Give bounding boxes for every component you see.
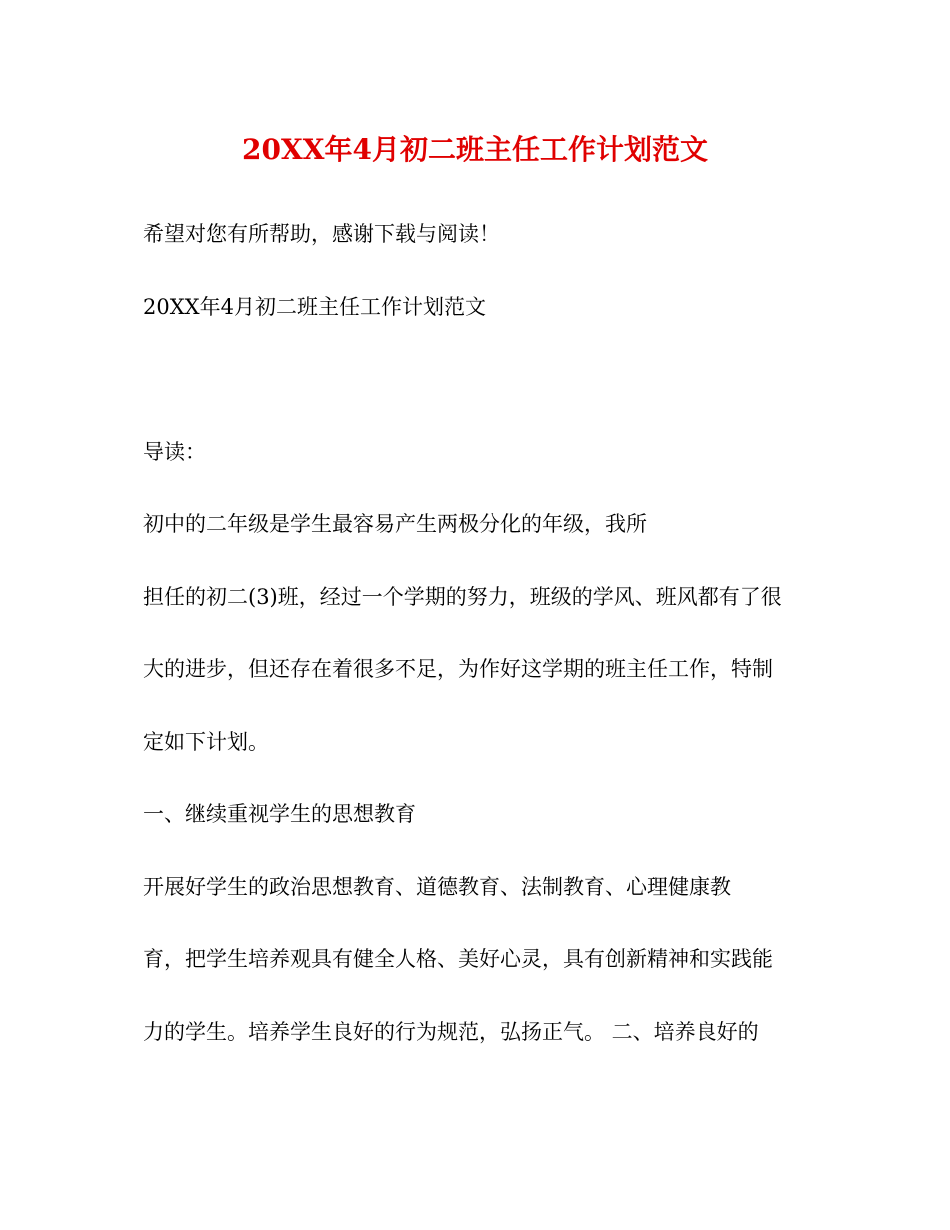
paragraph-line: 开展好学生的政治思想教育、道德教育、法制教育、心理健康教 [143,875,731,899]
paragraph-line: 力的学生。培养学生良好的行为规范，弘扬正气。 二、培养良好的 [143,1020,759,1044]
section-heading: 一、继续重视学生的思想教育 [143,802,416,826]
paragraph-line: 初中的二年级是学生最容易产生两极分化的年级，我所 [143,512,647,536]
guide-label: 导读： [143,440,206,464]
subtitle-line: 20XX年4月初二班主任工作计划范文 [143,295,486,319]
paragraph-line: 大的进步，但还存在着很多不足，为作好这学期的班主任工作，特制 [143,657,773,681]
paragraph-line: 定如下计划。 [143,730,269,754]
intro-line: 希望对您有所帮助，感谢下载与阅读！ [143,222,500,246]
paragraph-line: 育，把学生培养观具有健全人格、美好心灵，具有创新精神和实践能 [143,947,773,971]
paragraph-line: 担任的初二(3)班，经过一个学期的努力，班级的学风、班风都有了很 [143,585,782,609]
document-title: 20XX年4月初二班主任工作计划范文 [242,133,708,166]
